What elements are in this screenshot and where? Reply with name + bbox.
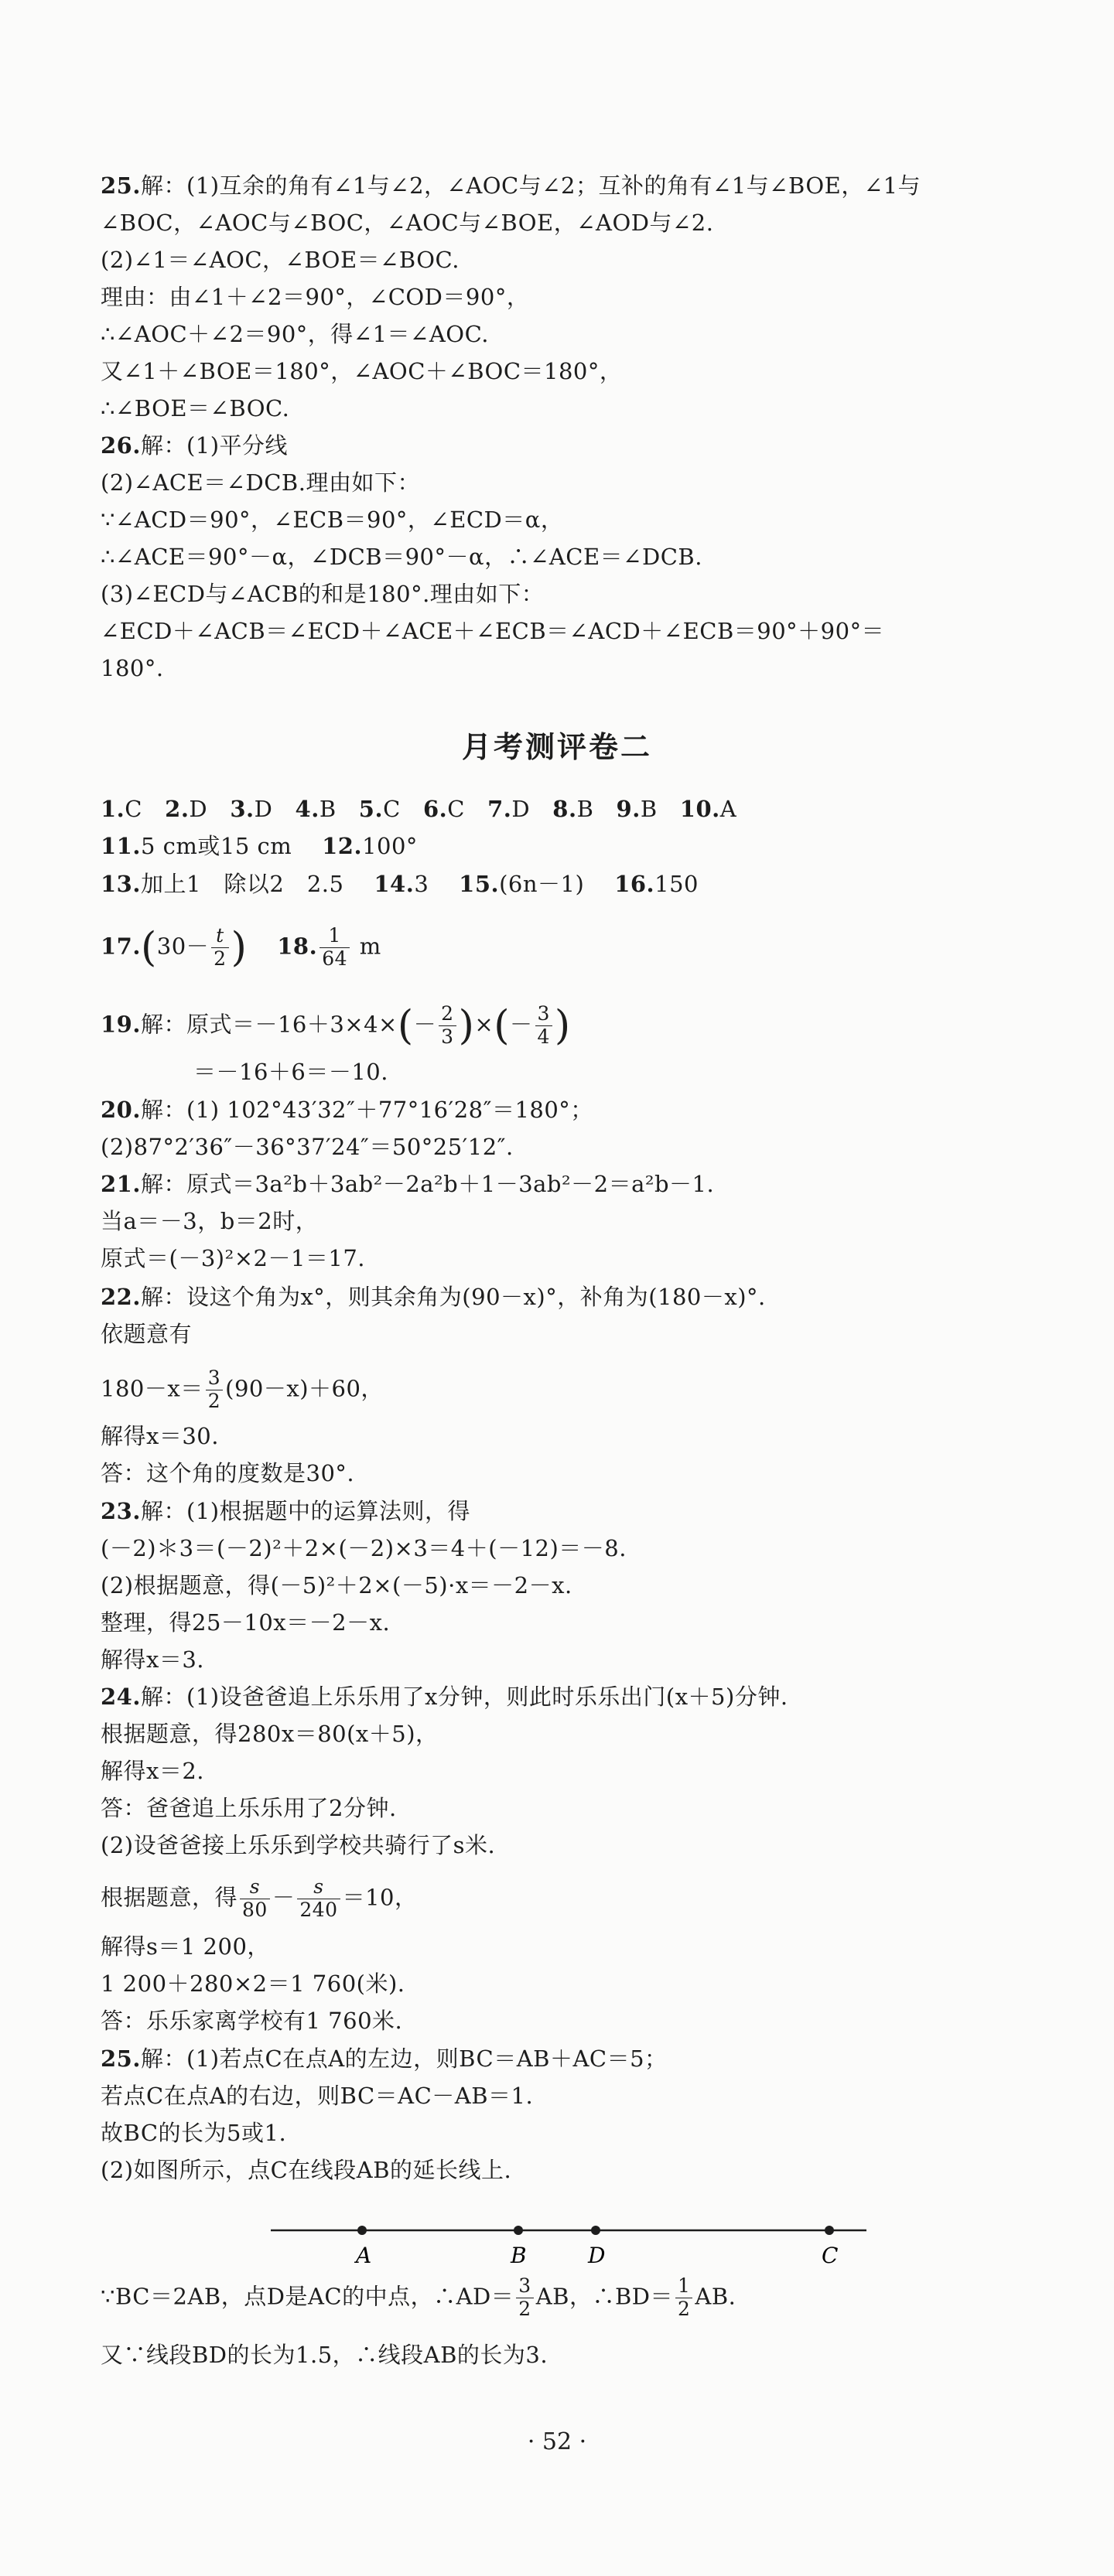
point-d-label: D — [588, 2243, 606, 2268]
q21-line-1: 21.解：原式＝3a²b＋3ab²－2a²b＋1－3ab²－2＝a²b－1. — [101, 1171, 715, 1197]
q24-line-1: 24.解：(1)设爸爸追上乐乐用了x分钟，则此时乐乐出门(x＋5)分钟. — [101, 1684, 788, 1710]
fill-answers-row-3: 17.(30－ $\frac{t}{2}$ ) 18. $\frac{1}{64}$ m — [101, 924, 381, 971]
q23-line-1: 23.解：(1)根据题中的运算法则，得 — [101, 1498, 471, 1524]
q21-line-3: 原式＝(－3)²×2－1＝17. — [101, 1245, 366, 1271]
q23-line-2: (－2)＊3＝(－2)²＋2×(－2)×3＝4＋(－12)＝－8. — [101, 1535, 627, 1561]
q21-line-2: 当a＝－3，b＝2时， — [101, 1208, 319, 1234]
q22-line-5: 答：这个角的度数是30°. — [101, 1460, 355, 1486]
fraction: $\frac{3}{4}$ — [535, 1003, 552, 1049]
fraction: $\frac{s}{240}$ — [297, 1876, 340, 1922]
q25b-line-4: (2)如图所示，点C在线段AB的延长线上. — [101, 2157, 512, 2183]
q24-line-7: 解得s＝1 200， — [101, 1933, 270, 1960]
point-a-dot — [357, 2226, 367, 2235]
q26-line-1: 26.解：(1)平分线 — [101, 432, 289, 459]
fraction: $\frac{1}{2}$ — [675, 2275, 692, 2321]
q25b-line-3: 故BC的长为5或1. — [101, 2120, 287, 2146]
q22-line-4: 解得x＝30. — [101, 1423, 219, 1449]
point-c-dot — [825, 2226, 834, 2235]
page-number: · 52 · — [527, 2428, 587, 2455]
q25b-line-7: 又∵线段BD的长为1.5，∴线段AB的长为3. — [101, 2342, 548, 2368]
point-b-dot — [514, 2226, 523, 2235]
q25-line-3: (2)∠1＝∠AOC，∠BOE＝∠BOC. — [101, 247, 460, 273]
point-c-label: C — [822, 2243, 839, 2268]
point-b-label: B — [511, 2243, 527, 2268]
q26-line-5: (3)∠ECD与∠ACB的和是180°.理由如下： — [101, 581, 545, 607]
q26-line-7: 180°. — [101, 655, 164, 681]
q24-equation: 根据题意，得 $\frac{s}{80}$ － $\frac{s}{240}$ ＝10， — [101, 1875, 418, 1921]
q20-line-1: 20.解：(1) 102°43′32″＋77°16′28″＝180°； — [101, 1097, 593, 1123]
q22-line-1: 22.解：设这个角为x°，则其余角为(90－x)°，补角为(180－x)°. — [101, 1284, 766, 1310]
q25-line-2: ∠BOC，∠AOC与∠BOC，∠AOC与∠BOE，∠AOD与∠2. — [101, 210, 714, 236]
question-number: 25. — [101, 172, 141, 199]
q25-line-5: ∴∠AOC＋∠2＝90°，得∠1＝∠AOC. — [101, 321, 489, 347]
q24-line-3: 解得x＝2. — [101, 1758, 205, 1784]
q23-line-3: (2)根据题意，得(－5)²＋2×(－5)·x＝－2－x. — [101, 1572, 572, 1598]
q20-line-2: (2)87°2′36″－36°37′24″＝50°25′12″. — [101, 1134, 514, 1160]
q24-line-9: 答：乐乐家离学校有1 760米. — [101, 2008, 403, 2034]
q19-line-2: ＝－16＋6＝－10. — [193, 1059, 388, 1085]
fill-answers-row-1: 11.5 cm或15 cm 12.100° — [101, 833, 418, 859]
q19-line-1: 19.解：原式＝－16＋3×4×(－ $\frac{2}{3}$ )×(－ $\frac{3}{4}$ ) — [101, 1002, 571, 1049]
question-number: 26. — [101, 432, 141, 459]
q25b-line-2: 若点C在点A的右边，则BC＝AC－AB＝1. — [101, 2083, 534, 2109]
q24-line-4: 答：爸爸追上乐乐用了2分钟. — [101, 1795, 397, 1821]
q25-line-4: 理由：由∠1＋∠2＝90°，∠COD＝90°， — [101, 284, 530, 310]
q26-line-3: ∵∠ACD＝90°，∠ECB＝90°，∠ECD＝α， — [101, 507, 564, 533]
q23-line-5: 解得x＝3. — [101, 1646, 205, 1673]
point-a-label: A — [356, 2243, 372, 2268]
choice-answers-row: 1.C 2.D 3.D 4.B 5.C 6.C 7.D 8.B 9.B 10.A — [101, 796, 737, 822]
fraction: $\frac{3}{2}$ — [516, 2275, 533, 2321]
fraction: $\frac{3}{2}$ — [206, 1367, 223, 1413]
fraction: $\frac{t}{2}$ — [211, 925, 228, 971]
q24-line-8: 1 200＋280×2＝1 760(米). — [101, 1970, 405, 1997]
q23-line-4: 整理，得25－10x＝－2－x. — [101, 1609, 391, 1636]
q26-line-2: (2)∠ACE＝∠DCB.理由如下： — [101, 469, 420, 496]
q25b-equation: ∵BC＝2AB，点D是AC的中点，∴AD＝ $\frac{3}{2}$ AB，∴BD＝ $\frac{1}{2}$ AB. — [101, 2274, 736, 2320]
q26-line-6: ∠ECD＋∠ACB＝∠ECD＋∠ACE＋∠ECB＝∠ACD＋∠ECB＝90°＋90°＝ — [101, 618, 885, 644]
fraction: $\frac{s}{80}$ — [240, 1876, 270, 1922]
q25-line-7: ∴∠BOE＝∠BOC. — [101, 395, 290, 421]
q22-line-2: 依题意有 — [101, 1321, 193, 1347]
fill-answers-row-2: 13.加上1 除以2 2.5 14.3 15.(6n－1) 16.150 — [101, 871, 699, 897]
point-d-dot — [591, 2226, 600, 2235]
fraction: $\frac{1}{64}$ — [320, 925, 350, 971]
q24-line-2: 根据题意，得280x＝80(x＋5)， — [101, 1721, 439, 1747]
section-title: 月考测评卷二 — [461, 730, 652, 764]
q22-equation: 180－x＝ $\frac{3}{2}$ (90－x)＋60， — [101, 1366, 384, 1412]
q26-line-4: ∴∠ACE＝90°－α，∠DCB＝90°－α，∴∠ACE＝∠DCB. — [101, 544, 702, 570]
q25b-line-1: 25.解：(1)若点C在点A的左边，则BC＝AB＋AC＝5； — [101, 2045, 668, 2072]
line-segment-diagram — [263, 2219, 874, 2274]
q24-line-5: (2)设爸爸接上乐乐到学校共骑行了s米. — [101, 1832, 496, 1858]
fraction: $\frac{2}{3}$ — [439, 1003, 456, 1049]
q25-line-6: 又∠1＋∠BOE＝180°，∠AOC＋∠BOC＝180°， — [101, 358, 623, 384]
q25-line-1: 25.解：(1)互余的角有∠1与∠2，∠AOC与∠2；互补的角有∠1与∠BOE，∠1与 — [101, 172, 921, 199]
